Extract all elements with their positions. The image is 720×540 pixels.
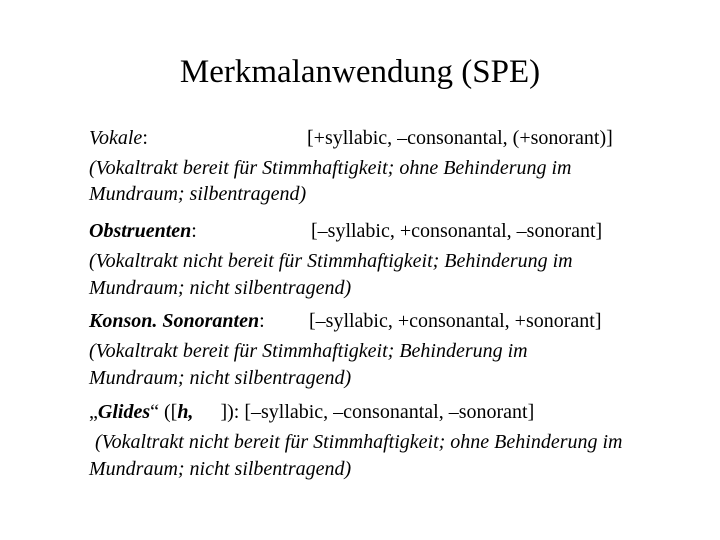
obstruenten-features: [–syllabic, +consonantal, –sonorant] xyxy=(311,220,603,242)
obstruenten-desc-line1: (Vokaltrakt nicht bereit für Stimmhaftigkeit; Behinderung im xyxy=(89,250,573,272)
vokale-term: Vokale xyxy=(89,127,143,149)
sonoranten-colon: : xyxy=(259,310,265,332)
sonoranten-desc-line2: Mundraum; nicht silbentragend) xyxy=(89,367,352,389)
sonoranten-heading xyxy=(89,309,265,333)
sonoranten-desc-line1: (Vokaltrakt bereit für Stimmhaftigkeit; Behinderung im xyxy=(89,340,528,362)
slide-title: Merkmalanwendung (SPE) xyxy=(179,54,541,90)
glides-term: Glides xyxy=(97,401,151,423)
vokale-heading xyxy=(89,126,148,150)
vokale-features: [+syllabic, –consonantal, (+sonorant)] xyxy=(307,127,613,149)
vokale-desc-line2: Mundraum; silbentragend) xyxy=(89,183,307,205)
sonoranten-features: [–syllabic, +consonantal, +sonorant] xyxy=(309,310,602,332)
obstruenten-colon: : xyxy=(191,220,197,242)
glides-desc-line2: Mundraum; nicht silbentragend) xyxy=(89,458,352,480)
glides-features: ]): [–syllabic, –consonantal, –sonorant] xyxy=(220,401,535,423)
obstruenten-heading xyxy=(89,219,197,243)
obstruenten-desc-line2: Mundraum; nicht silbentragend) xyxy=(89,277,352,299)
glides-bracket-open: “ ([ xyxy=(150,401,178,423)
obstruenten-term: Obstruenten xyxy=(89,220,192,242)
glides-heading xyxy=(89,400,534,424)
vokale-colon: : xyxy=(142,127,148,149)
glides-desc-line1: (Vokaltrakt nicht bereit für Stimmhaftigkeit; ohne Behinderung im xyxy=(95,431,623,453)
vokale-desc-line1: (Vokaltrakt bereit für Stimmhaftigkeit; ohne Behinderung im xyxy=(89,157,572,179)
glides-symbols: h, xyxy=(177,401,199,423)
sonoranten-term: Konson. Sonoranten xyxy=(89,310,260,332)
glides-open-quote: „ xyxy=(89,401,98,423)
